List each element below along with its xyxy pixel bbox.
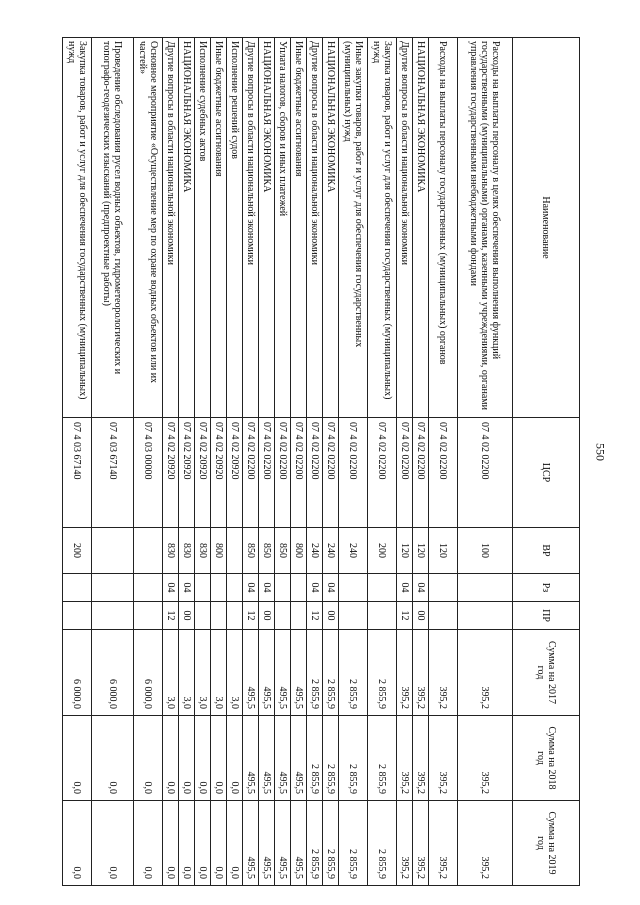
row-sum-2018: 0,0 — [163, 716, 179, 801]
row-name: Расходы на выплаты персоналу в целях обеспечения выполнения функций государственными (муниципальными) органами, казенными учреждениями, органами управления государственными внебюджетными фондами — [458, 38, 513, 418]
row-sum-2019: 0,0 — [211, 801, 227, 886]
row-sum-2018: 2 855,9 — [307, 716, 323, 801]
header-csr: ЦСР — [513, 418, 580, 528]
header-pr: ПР — [513, 602, 580, 630]
row-rz: 04 — [323, 574, 339, 602]
row-rz — [92, 574, 134, 602]
row-sum-2019: 2 855,9 — [339, 801, 368, 886]
row-sum-2017: 495,5 — [259, 630, 275, 716]
row-vr: 850 — [243, 528, 259, 574]
row-vr: 830 — [179, 528, 195, 574]
table-row — [195, 38, 211, 886]
row-sum-2019: 0,0 — [179, 801, 195, 886]
row-rz: 04 — [397, 574, 413, 602]
row-sum-2018: 0,0 — [195, 716, 211, 801]
row-sum-2018: 395,2 — [413, 716, 429, 801]
row-csr: 07 4 02 02200 — [259, 418, 275, 528]
row-sum-2019: 395,2 — [458, 801, 513, 886]
row-sum-2017: 6 000,0 — [63, 630, 92, 716]
row-rz — [429, 574, 458, 602]
row-vr: 850 — [275, 528, 291, 574]
row-csr: 07 4 02 20920 — [179, 418, 195, 528]
row-vr: 240 — [339, 528, 368, 574]
table-row — [92, 38, 134, 886]
table-row — [323, 38, 339, 886]
row-csr: 07 4 02 02200 — [429, 418, 458, 528]
row-vr: 800 — [291, 528, 307, 574]
row-pr — [368, 602, 397, 630]
row-sum-2019: 0,0 — [63, 801, 92, 886]
row-vr: 120 — [429, 528, 458, 574]
row-pr: 12 — [307, 602, 323, 630]
row-vr: 850 — [259, 528, 275, 574]
row-csr: 07 4 02 02200 — [368, 418, 397, 528]
row-sum-2019: 495,5 — [259, 801, 275, 886]
row-rz: 04 — [307, 574, 323, 602]
row-sum-2018: 495,5 — [243, 716, 259, 801]
table-row — [179, 38, 195, 886]
row-sum-2019: 0,0 — [92, 801, 134, 886]
row-csr: 07 4 02 02200 — [413, 418, 429, 528]
row-pr — [275, 602, 291, 630]
row-name: Проведение обследования русел водных объектов, гидрометеорологических и топографо-геодезических изысканий (предпроектные работы) — [92, 38, 134, 418]
row-sum-2019: 2 855,9 — [307, 801, 323, 886]
row-sum-2017: 495,5 — [291, 630, 307, 716]
row-pr — [227, 602, 243, 630]
row-vr: 240 — [307, 528, 323, 574]
row-pr — [92, 602, 134, 630]
row-csr: 07 4 02 02200 — [397, 418, 413, 528]
row-csr: 07 4 02 02200 — [323, 418, 339, 528]
row-pr: 12 — [397, 602, 413, 630]
table-row — [243, 38, 259, 886]
row-vr — [92, 528, 134, 574]
row-sum-2017: 395,2 — [429, 630, 458, 716]
row-rz: 04 — [413, 574, 429, 602]
row-sum-2018: 2 855,9 — [323, 716, 339, 801]
row-name: Другие вопросы в области национальной экономики — [397, 38, 413, 418]
row-vr: 120 — [413, 528, 429, 574]
table-row — [134, 38, 163, 886]
row-name: Исполнение решений судов — [227, 38, 243, 418]
row-sum-2018: 395,2 — [397, 716, 413, 801]
row-sum-2018: 0,0 — [63, 716, 92, 801]
row-csr: 07 4 02 20920 — [195, 418, 211, 528]
row-rz — [368, 574, 397, 602]
row-csr: 07 4 02 02200 — [291, 418, 307, 528]
row-rz: 04 — [243, 574, 259, 602]
table-row — [368, 38, 397, 886]
row-sum-2017: 2 855,9 — [307, 630, 323, 716]
row-sum-2017: 2 855,9 — [339, 630, 368, 716]
row-sum-2018: 0,0 — [92, 716, 134, 801]
row-rz — [195, 574, 211, 602]
table-row — [275, 38, 291, 886]
row-name: Расходы на выплаты персоналу государственных (муниципальных) органов — [429, 38, 458, 418]
row-rz — [227, 574, 243, 602]
row-sum-2019: 495,5 — [275, 801, 291, 886]
row-rz — [339, 574, 368, 602]
row-sum-2019: 395,2 — [397, 801, 413, 886]
row-csr: 07 4 03 67140 — [92, 418, 134, 528]
row-rz — [63, 574, 92, 602]
row-pr — [339, 602, 368, 630]
row-pr: 00 — [259, 602, 275, 630]
row-sum-2017: 2 855,9 — [323, 630, 339, 716]
row-sum-2018: 2 855,9 — [368, 716, 397, 801]
row-pr — [429, 602, 458, 630]
row-sum-2017: 6 000,0 — [92, 630, 134, 716]
row-pr: 12 — [243, 602, 259, 630]
row-sum-2019: 0,0 — [134, 801, 163, 886]
row-csr: 07 4 02 02200 — [339, 418, 368, 528]
row-sum-2018: 0,0 — [211, 716, 227, 801]
row-sum-2018: 395,2 — [429, 716, 458, 801]
header-rz: Рз — [513, 574, 580, 602]
row-rz — [291, 574, 307, 602]
table-row — [339, 38, 368, 886]
row-name: Другие вопросы в области национальной экономики — [163, 38, 179, 418]
row-sum-2017: 495,5 — [275, 630, 291, 716]
row-csr: 07 4 02 02200 — [275, 418, 291, 528]
row-sum-2019: 2 855,9 — [323, 801, 339, 886]
row-rz — [458, 574, 513, 602]
row-rz: 04 — [163, 574, 179, 602]
row-sum-2019: 495,5 — [291, 801, 307, 886]
rotated-table-container — [66, 37, 580, 885]
row-vr — [227, 528, 243, 574]
row-pr — [134, 602, 163, 630]
header-sum-2018: Сумма на 2018 год — [513, 716, 580, 801]
row-vr: 800 — [211, 528, 227, 574]
row-sum-2019: 0,0 — [195, 801, 211, 886]
header-vr: ВР — [513, 528, 580, 574]
row-sum-2019: 0,0 — [227, 801, 243, 886]
row-name: Закупка товаров, работ и услуг для обеспечения государственных (муниципальных) нужд — [368, 38, 397, 418]
row-sum-2019: 0,0 — [163, 801, 179, 886]
row-name: Иные бюджетные ассигнования — [291, 38, 307, 418]
row-name: Уплата налогов, сборов и иных платежей — [275, 38, 291, 418]
row-sum-2017: 395,2 — [397, 630, 413, 716]
header-row — [513, 38, 580, 886]
row-name: Основное мероприятие «Осуществление мер по охране водных объектов или их частей» — [134, 38, 163, 418]
row-name: Другие вопросы в области национальной экономики — [243, 38, 259, 418]
row-vr: 830 — [163, 528, 179, 574]
table-viewport — [66, 37, 580, 885]
table-row — [227, 38, 243, 886]
row-name: Закупка товаров, работ и услуг для обеспечения государственных (муниципальных) нужд — [63, 38, 92, 418]
table-row — [291, 38, 307, 886]
row-vr: 100 — [458, 528, 513, 574]
row-rz — [211, 574, 227, 602]
row-sum-2018: 395,2 — [458, 716, 513, 801]
row-csr: 07 4 02 02200 — [458, 418, 513, 528]
page-number: 550 — [593, 443, 608, 461]
table-body — [63, 38, 513, 886]
row-vr: 120 — [397, 528, 413, 574]
table-row — [307, 38, 323, 886]
header-sum-2017: Сумма на 2017 год — [513, 630, 580, 716]
table-row — [211, 38, 227, 886]
row-sum-2017: 3,0 — [211, 630, 227, 716]
table-row — [259, 38, 275, 886]
row-csr: 07 4 02 02200 — [307, 418, 323, 528]
row-csr: 07 4 02 20920 — [163, 418, 179, 528]
row-sum-2018: 495,5 — [275, 716, 291, 801]
row-sum-2017: 2 855,9 — [368, 630, 397, 716]
row-vr: 200 — [368, 528, 397, 574]
table-row — [163, 38, 179, 886]
table-row — [397, 38, 413, 886]
row-sum-2017: 495,5 — [243, 630, 259, 716]
table-row — [413, 38, 429, 886]
row-csr: 07 4 03 67140 — [63, 418, 92, 528]
row-sum-2017: 3,0 — [163, 630, 179, 716]
row-vr: 200 — [63, 528, 92, 574]
row-name: НАЦИОНАЛЬНАЯ ЭКОНОМИКА — [179, 38, 195, 418]
table-row — [429, 38, 458, 886]
row-csr: 07 4 03 00000 — [134, 418, 163, 528]
row-pr: 00 — [413, 602, 429, 630]
row-pr — [63, 602, 92, 630]
row-sum-2019: 395,2 — [429, 801, 458, 886]
row-sum-2017: 6 000,0 — [134, 630, 163, 716]
row-pr: 12 — [163, 602, 179, 630]
row-sum-2018: 0,0 — [134, 716, 163, 801]
row-pr — [458, 602, 513, 630]
row-sum-2019: 495,5 — [243, 801, 259, 886]
row-name: НАЦИОНАЛЬНАЯ ЭКОНОМИКА — [259, 38, 275, 418]
row-sum-2018: 0,0 — [227, 716, 243, 801]
row-pr: 00 — [323, 602, 339, 630]
row-pr — [291, 602, 307, 630]
row-csr: 07 4 02 20920 — [227, 418, 243, 528]
table-row — [63, 38, 92, 886]
row-pr — [211, 602, 227, 630]
row-vr: 830 — [195, 528, 211, 574]
header-name: Наименование — [513, 38, 580, 418]
row-sum-2018: 2 855,9 — [339, 716, 368, 801]
row-sum-2019: 395,2 — [413, 801, 429, 886]
row-sum-2017: 3,0 — [227, 630, 243, 716]
row-rz — [134, 574, 163, 602]
row-sum-2017: 3,0 — [195, 630, 211, 716]
table-row — [458, 38, 513, 886]
row-name: Иные бюджетные ассигнования — [211, 38, 227, 418]
row-sum-2018: 0,0 — [179, 716, 195, 801]
row-rz: 04 — [179, 574, 195, 602]
budget-table — [62, 37, 580, 886]
header-sum-2019: Сумма на 2019 год — [513, 801, 580, 886]
row-name: Исполнение судебных актов — [195, 38, 211, 418]
row-vr — [134, 528, 163, 574]
row-name: НАЦИОНАЛЬНАЯ ЭКОНОМИКА — [413, 38, 429, 418]
row-name: Иные закупки товаров, работ и услуг для обеспечения государственных (муниципальных) нужд — [339, 38, 368, 418]
row-csr: 07 4 02 02200 — [243, 418, 259, 528]
row-sum-2017: 395,2 — [458, 630, 513, 716]
row-rz — [275, 574, 291, 602]
row-rz: 04 — [259, 574, 275, 602]
row-name: НАЦИОНАЛЬНАЯ ЭКОНОМИКА — [323, 38, 339, 418]
row-csr: 07 4 02 20920 — [211, 418, 227, 528]
row-sum-2018: 495,5 — [259, 716, 275, 801]
row-pr — [195, 602, 211, 630]
row-sum-2017: 3,0 — [179, 630, 195, 716]
row-pr: 00 — [179, 602, 195, 630]
row-sum-2019: 2 855,9 — [368, 801, 397, 886]
row-sum-2018: 495,5 — [291, 716, 307, 801]
row-name: Другие вопросы в области национальной экономики — [307, 38, 323, 418]
row-sum-2017: 395,2 — [413, 630, 429, 716]
row-vr: 240 — [323, 528, 339, 574]
